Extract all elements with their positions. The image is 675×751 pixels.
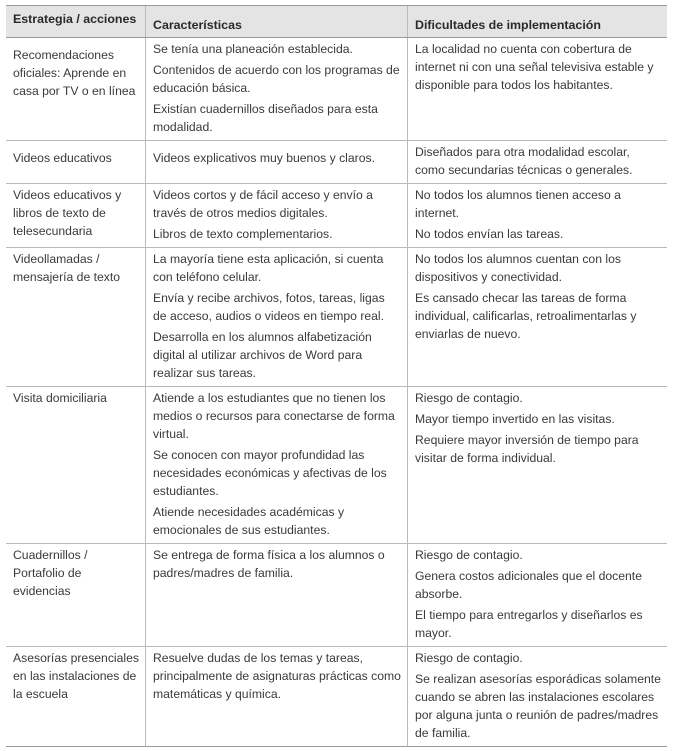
characteristic-item: Atiende necesidades académicas y emocionales de sus estudiantes.: [153, 505, 345, 537]
characteristic-item: Videos cortos y de fácil acceso y envío a través de otros medios digitales.: [153, 188, 373, 220]
table-row: [6, 248, 667, 387]
difficulty-item: No todos los alumnos cuentan con los dispositivos y conectividad.: [415, 252, 621, 284]
difficulty-item: Riesgo de contagio.: [415, 391, 523, 405]
difficulty-item: Mayor tiempo invertido en las visitas.: [415, 412, 615, 426]
characteristic-item: Videos explicativos muy buenos y claros.: [153, 151, 375, 165]
characteristics-cell: [146, 184, 408, 247]
characteristic-item: La mayoría tiene esta aplicación, si cuenta con teléfono celular.: [153, 252, 384, 284]
difficulties-cell: [408, 38, 667, 140]
strategy-cell: Visita domiciliaria: [6, 387, 146, 543]
header-difficulties: Dificultades de implementación: [415, 18, 601, 32]
strategy-cell: Videollamadas / mensajería de texto: [6, 248, 146, 386]
header-strategy: Estrategia / acciones: [6, 6, 146, 37]
difficulties-cell: [408, 647, 667, 746]
characteristic-item: Existían cuadernillos diseñados para esta modalidad.: [153, 102, 378, 134]
table-row: [6, 38, 667, 141]
difficulties-cell: [408, 184, 667, 247]
header-characteristics: Características: [146, 6, 408, 37]
characteristics-cell: [146, 647, 408, 746]
difficulties-cell: [408, 544, 667, 646]
characteristics-cell: [146, 141, 408, 183]
strategies-table: [6, 5, 667, 747]
characteristic-item: Se tenía una planeación establecida.: [153, 42, 353, 56]
difficulty-item: Requiere mayor inversión de tiempo para visitar de forma individual.: [415, 433, 639, 465]
characteristics-cell: [146, 544, 408, 646]
characteristic-item: Resuelve dudas de los temas y tareas, principalmente de asignaturas prácticas como matemáticas y química.: [153, 651, 401, 701]
strategy-cell: Asesorías presenciales en las instalaciones de la escuela: [6, 647, 146, 746]
difficulty-item: Es cansado checar las tareas de forma individual, calificarlas, retroalimentarlas y enviarlas de nuevo.: [415, 291, 637, 341]
difficulty-item: La localidad no cuenta con cobertura de internet ni con una señal televisiva estable y disponible para todos los habitantes.: [415, 42, 654, 92]
difficulty-item: No todos los alumnos tienen acceso a internet.: [415, 188, 621, 220]
characteristic-item: Envía y recibe archivos, fotos, tareas, ligas de acceso, audios o videos en tiempo real.: [153, 291, 385, 323]
difficulties-cell: [408, 141, 667, 183]
characteristics-cell: [146, 38, 408, 140]
difficulties-cell: [408, 248, 667, 386]
characteristic-item: Se conocen con mayor profundidad las necesidades económicas y afectivas de los estudiantes.: [153, 448, 387, 498]
strategy-cell: Cuadernillos / Portafolio de evidencias: [6, 544, 146, 646]
table-row: [6, 387, 667, 544]
characteristic-item: Se entrega de forma física a los alumnos o padres/madres de familia.: [153, 548, 385, 580]
difficulty-item: Diseñados para otra modalidad escolar, como secundarias técnicas o generales.: [415, 145, 633, 177]
table-header: [6, 5, 667, 38]
strategy-cell: Videos educativos y libros de texto de telesecundaria: [6, 184, 146, 247]
difficulty-item: Riesgo de contagio.: [415, 651, 523, 665]
characteristic-item: Desarrolla en los alumnos alfabetización digital al utilizar archivos de Word para realizar sus tareas.: [153, 330, 372, 380]
characteristic-item: Atiende a los estudiantes que no tienen los medios o recursos para conectarse de forma virtual.: [153, 391, 395, 441]
table-row: [6, 141, 667, 184]
strategy-cell: Recomendaciones oficiales: Aprende en casa por TV o en línea: [6, 38, 146, 140]
difficulty-item: No todos envían las tareas.: [415, 227, 564, 241]
table-row: [6, 647, 667, 747]
difficulties-cell: [408, 387, 667, 543]
difficulty-item: El tiempo para entregarlos y diseñarlos es mayor.: [415, 608, 643, 640]
characteristic-item: Libros de texto complementarios.: [153, 227, 333, 241]
difficulty-item: Riesgo de contagio.: [415, 548, 523, 562]
strategy-cell: Videos educativos: [6, 141, 146, 183]
table-row: [6, 184, 667, 248]
difficulty-item: Genera costos adicionales que el docente absorbe.: [415, 569, 642, 601]
characteristics-cell: [146, 248, 408, 386]
table-row: [6, 544, 667, 647]
difficulty-item: Se realizan asesorías esporádicas solamente cuando se abren las instalaciones escolares por alguna junta o reunión de padres/madres de familia.: [415, 672, 661, 740]
characteristics-cell: [146, 387, 408, 543]
characteristic-item: Contenidos de acuerdo con los programas de educación básica.: [153, 63, 400, 95]
